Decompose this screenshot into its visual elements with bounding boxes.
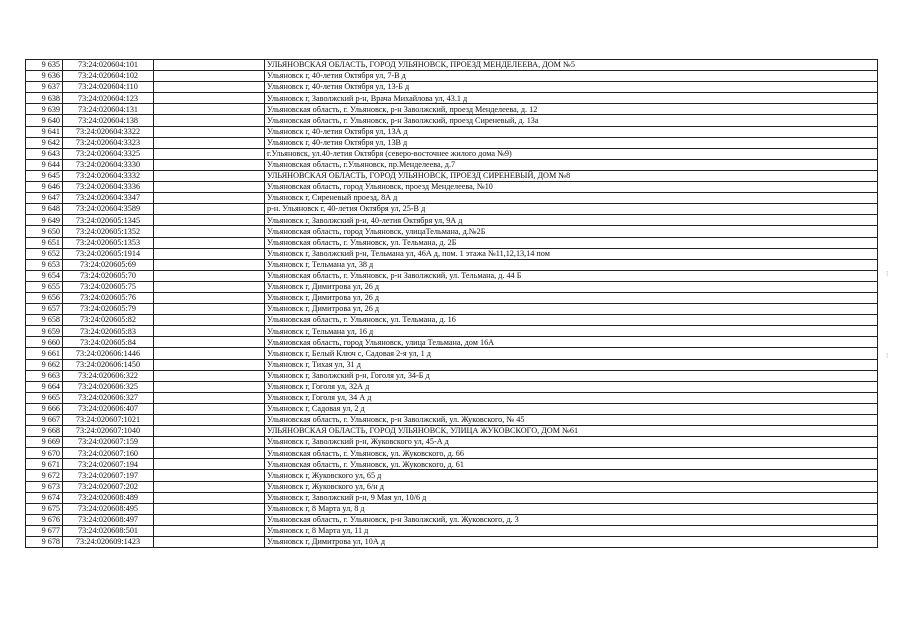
table-row	[26, 71, 878, 82]
address-cell: Ульяновск г, 40-летия Октября ул, 13-Б д	[265, 82, 878, 93]
table-row	[26, 304, 878, 315]
row-number-cell: 9 642	[26, 137, 63, 148]
cadastral-number-cell: 73:24:020606:407	[63, 403, 154, 414]
table-row	[26, 437, 878, 448]
address-cell: Ульяновская область, г. Ульяновск, ул. Тельмана, д. 16	[265, 315, 878, 326]
empty-cell	[154, 281, 265, 292]
row-number-cell: 9 677	[26, 525, 63, 536]
empty-cell	[154, 215, 265, 226]
row-number-cell: 9 645	[26, 170, 63, 181]
row-number-cell: 9 670	[26, 448, 63, 459]
row-number-cell: 9 655	[26, 281, 63, 292]
cadastral-number-cell: 73:24:020607:202	[63, 481, 154, 492]
empty-cell	[154, 126, 265, 137]
margin-scan-mark: ⁞	[886, 352, 889, 360]
cadastral-number-cell: 73:24:020604:131	[63, 104, 154, 115]
address-cell: Ульяновская область, город Ульяновск, улица Тельмана, дом 16А	[265, 337, 878, 348]
cadastral-number-cell: 73:24:020605:1345	[63, 215, 154, 226]
address-cell: УЛЬЯНОВСКАЯ ОБЛАСТЬ, ГОРОД УЛЬЯНОВСК, ПРОЕЗД СИРЕНЕВЫЙ, ДОМ №8	[265, 170, 878, 181]
row-number-cell: 9 673	[26, 481, 63, 492]
table-row	[26, 359, 878, 370]
empty-cell	[154, 270, 265, 281]
cadastral-number-cell: 73:24:020606:327	[63, 392, 154, 403]
address-cell: Ульяновск г, 8 Марта ул, 11 д	[265, 525, 878, 536]
empty-cell	[154, 525, 265, 536]
table-row	[26, 226, 878, 237]
address-cell: Ульяновск г, Заволжский р-н, Жуковского ул, 45-А д	[265, 437, 878, 448]
table-row	[26, 60, 878, 71]
address-cell: Ульяновск г, Тихая ул, 31 д	[265, 359, 878, 370]
cadastral-number-cell: 73:24:020604:138	[63, 115, 154, 126]
address-cell: Ульяновск г, Заволжский р-н, Гоголя ул, 34-Б д	[265, 370, 878, 381]
cadastral-number-cell: 73:24:020605:83	[63, 326, 154, 337]
empty-cell	[154, 437, 265, 448]
empty-cell	[154, 403, 265, 414]
table-row	[26, 281, 878, 292]
row-number-cell: 9 654	[26, 270, 63, 281]
empty-cell	[154, 370, 265, 381]
cadastral-number-cell: 73:24:020605:82	[63, 315, 154, 326]
address-cell: р-н. Ульяновск г, 40-летия Октября ул, 25-В д	[265, 204, 878, 215]
table-row	[26, 248, 878, 259]
empty-cell	[154, 60, 265, 71]
register-table-body	[26, 60, 878, 548]
address-cell: Ульяновская область, г. Ульяновск, р-н Заволжский, ул. Жуковского, д. 3	[265, 514, 878, 525]
table-row	[26, 537, 878, 548]
empty-cell	[154, 514, 265, 525]
empty-cell	[154, 182, 265, 193]
table-row	[26, 503, 878, 514]
empty-cell	[154, 204, 265, 215]
cadastral-number-cell: 73:24:020605:1914	[63, 248, 154, 259]
cadastral-number-cell: 73:24:020604:102	[63, 71, 154, 82]
row-number-cell: 9 644	[26, 159, 63, 170]
table-row	[26, 115, 878, 126]
empty-cell	[154, 415, 265, 426]
address-cell: Ульяновск г, Тельмана ул, 16 д	[265, 326, 878, 337]
table-row	[26, 93, 878, 104]
row-number-cell: 9 662	[26, 359, 63, 370]
table-row	[26, 82, 878, 93]
address-cell: Ульяновск г, Заволжский р-н, 40-летия Октября ул, 9А д	[265, 215, 878, 226]
table-row	[26, 459, 878, 470]
table-row	[26, 470, 878, 481]
cadastral-number-cell: 73:24:020604:3336	[63, 182, 154, 193]
table-row	[26, 315, 878, 326]
table-row	[26, 514, 878, 525]
row-number-cell: 9 675	[26, 503, 63, 514]
empty-cell	[154, 426, 265, 437]
cadastral-number-cell: 73:24:020609:1423	[63, 537, 154, 548]
address-cell: Ульяновская область, г. Ульяновск, р-н Заволжский, проезд Менделеева, д. 12	[265, 104, 878, 115]
row-number-cell: 9 651	[26, 237, 63, 248]
address-cell: Ульяновск г, 40-летия Октября ул, 13В д	[265, 137, 878, 148]
table-row	[26, 370, 878, 381]
empty-cell	[154, 537, 265, 548]
empty-cell	[154, 304, 265, 315]
table-row	[26, 193, 878, 204]
empty-cell	[154, 170, 265, 181]
row-number-cell: 9 659	[26, 326, 63, 337]
row-number-cell: 9 649	[26, 215, 63, 226]
cadastral-number-cell: 73:24:020605:70	[63, 270, 154, 281]
table-row	[26, 481, 878, 492]
cadastral-number-cell: 73:24:020605:69	[63, 259, 154, 270]
address-cell: Ульяновск г, Заволжский р-н, 9 Мая ул, 10/6 д	[265, 492, 878, 503]
table-row	[26, 292, 878, 303]
table-row	[26, 170, 878, 181]
address-cell: Ульяновск г, 8 Марта ул, 8 д	[265, 503, 878, 514]
address-cell: Ульяновская область, г. Ульяновск, р-н Заволжский, проезд Сиреневый, д. 13а	[265, 115, 878, 126]
empty-cell	[154, 193, 265, 204]
empty-cell	[154, 104, 265, 115]
table-row	[26, 448, 878, 459]
table-row	[26, 381, 878, 392]
row-number-cell: 9 647	[26, 193, 63, 204]
address-cell: Ульяновская область, город Ульяновск, улицаТельмана, д.№2Б	[265, 226, 878, 237]
address-cell: Ульяновск г, Димитрова ул, 26 д	[265, 281, 878, 292]
empty-cell	[154, 71, 265, 82]
address-cell: Ульяновск г, 40-летия Октября ул, 13А д	[265, 126, 878, 137]
empty-cell	[154, 315, 265, 326]
empty-cell	[154, 481, 265, 492]
row-number-cell: 9 638	[26, 93, 63, 104]
row-number-cell: 9 665	[26, 392, 63, 403]
table-row	[26, 337, 878, 348]
row-number-cell: 9 672	[26, 470, 63, 481]
address-cell: Ульяновская область, г. Ульяновск, ул. Жуковского, д. 66	[265, 448, 878, 459]
table-row	[26, 159, 878, 170]
empty-cell	[154, 337, 265, 348]
address-cell: УЛЬЯНОВСКАЯ ОБЛАСТЬ, ГОРОД УЛЬЯНОВСК, УЛИЦА ЖУКОВСКОГО, ДОМ №61	[265, 426, 878, 437]
empty-cell	[154, 148, 265, 159]
table-row	[26, 348, 878, 359]
row-number-cell: 9 676	[26, 514, 63, 525]
empty-cell	[154, 492, 265, 503]
row-number-cell: 9 652	[26, 248, 63, 259]
table-row	[26, 215, 878, 226]
cadastral-number-cell: 73:24:020606:1450	[63, 359, 154, 370]
row-number-cell: 9 666	[26, 403, 63, 414]
cadastral-number-cell: 73:24:020604:101	[63, 60, 154, 71]
table-row	[26, 204, 878, 215]
address-cell: Ульяновская область, г. Ульяновск, р-н Заволжский, ул. Тельмана, д. 44 Б	[265, 270, 878, 281]
table-row	[26, 326, 878, 337]
cadastral-number-cell: 73:24:020604:3323	[63, 137, 154, 148]
empty-cell	[154, 115, 265, 126]
cadastral-number-cell: 73:24:020608:495	[63, 503, 154, 514]
cadastral-number-cell: 73:24:020608:489	[63, 492, 154, 503]
table-row	[26, 137, 878, 148]
empty-cell	[154, 348, 265, 359]
empty-cell	[154, 137, 265, 148]
cadastral-number-cell: 73:24:020607:194	[63, 459, 154, 470]
cadastral-number-cell: 73:24:020604:3332	[63, 170, 154, 181]
cadastral-number-cell: 73:24:020606:325	[63, 381, 154, 392]
row-number-cell: 9 650	[26, 226, 63, 237]
row-number-cell: 9 661	[26, 348, 63, 359]
margin-scan-mark: ⁞	[886, 270, 889, 278]
table-row	[26, 182, 878, 193]
row-number-cell: 9 646	[26, 182, 63, 193]
address-cell: Ульяновск г, Димитрова ул, 10А д	[265, 537, 878, 548]
cadastral-number-cell: 73:24:020605:79	[63, 304, 154, 315]
address-cell: Ульяновск г, Жуковского ул, 6/н д	[265, 481, 878, 492]
empty-cell	[154, 226, 265, 237]
row-number-cell: 9 648	[26, 204, 63, 215]
cadastral-number-cell: 73:24:020607:1021	[63, 415, 154, 426]
address-cell: Ульяновск г, Жуковского ул, 65 д	[265, 470, 878, 481]
empty-cell	[154, 459, 265, 470]
cadastral-number-cell: 73:24:020605:76	[63, 292, 154, 303]
address-cell: Ульяновск г, Тельмана ул, 38 д	[265, 259, 878, 270]
cadastral-number-cell: 73:24:020608:501	[63, 525, 154, 536]
empty-cell	[154, 326, 265, 337]
address-cell: Ульяновск г, Белый Ключ с, Садовая 2-я ул, 1 д	[265, 348, 878, 359]
row-number-cell: 9 660	[26, 337, 63, 348]
table-row	[26, 270, 878, 281]
cadastral-number-cell: 73:24:020604:3330	[63, 159, 154, 170]
address-cell: Ульяновск г, 40-летия Октября ул, 7-В д	[265, 71, 878, 82]
row-number-cell: 9 656	[26, 292, 63, 303]
address-cell: Ульяновск г, Гоголя ул, 32А д	[265, 381, 878, 392]
row-number-cell: 9 641	[26, 126, 63, 137]
row-number-cell: 9 639	[26, 104, 63, 115]
row-number-cell: 9 653	[26, 259, 63, 270]
row-number-cell: 9 669	[26, 437, 63, 448]
address-cell: Ульяновская область, г. Ульяновск, р-н Заволжский, ул. Жуковского, № 45	[265, 415, 878, 426]
address-cell: Ульяновск г, Заволжский р-н, Врача Михайлова ул, 43.1 д	[265, 93, 878, 104]
cadastral-number-cell: 73:24:020607:1040	[63, 426, 154, 437]
address-cell: Ульяновская область, город Ульяновск, проезд Менделеева, №10	[265, 182, 878, 193]
table-row	[26, 492, 878, 503]
table-row	[26, 426, 878, 437]
table-row	[26, 403, 878, 414]
empty-cell	[154, 359, 265, 370]
table-row	[26, 259, 878, 270]
cadastral-number-cell: 73:24:020607:160	[63, 448, 154, 459]
address-cell: г.Ульяновск, ул.40-летия Октября (северо-восточнее жилого дома №9)	[265, 148, 878, 159]
empty-cell	[154, 237, 265, 248]
row-number-cell: 9 637	[26, 82, 63, 93]
address-cell: Ульяновск г, Димитрова ул, 26 д	[265, 292, 878, 303]
row-number-cell: 9 663	[26, 370, 63, 381]
address-cell: Ульяновск г, Сиреневый проезд, 8А д	[265, 193, 878, 204]
address-cell: Ульяновская область, г. Ульяновск, ул. Тельмана, д. 2Б	[265, 237, 878, 248]
table-row	[26, 392, 878, 403]
address-cell: Ульяновск г, Заволжский р-н, Тельмана ул, 46А д, пом. 1 этажа №11,12,13,14 пом	[265, 248, 878, 259]
empty-cell	[154, 503, 265, 514]
row-number-cell: 9 664	[26, 381, 63, 392]
cadastral-number-cell: 73:24:020605:84	[63, 337, 154, 348]
table-row	[26, 104, 878, 115]
address-cell: Ульяновск г, Димитрова ул, 26 д	[265, 304, 878, 315]
table-row	[26, 126, 878, 137]
address-cell: Ульяновск г, Садовая ул, 2 д	[265, 403, 878, 414]
register-table	[25, 59, 878, 548]
cadastral-number-cell: 73:24:020605:1353	[63, 237, 154, 248]
row-number-cell: 9 667	[26, 415, 63, 426]
empty-cell	[154, 470, 265, 481]
empty-cell	[154, 93, 265, 104]
row-number-cell: 9 678	[26, 537, 63, 548]
row-number-cell: 9 635	[26, 60, 63, 71]
cadastral-number-cell: 73:24:020604:123	[63, 93, 154, 104]
table-row	[26, 148, 878, 159]
cadastral-number-cell: 73:24:020606:322	[63, 370, 154, 381]
address-cell: Ульяновск г, Гоголя ул, 34 А д	[265, 392, 878, 403]
row-number-cell: 9 657	[26, 304, 63, 315]
cadastral-number-cell: 73:24:020605:75	[63, 281, 154, 292]
empty-cell	[154, 448, 265, 459]
empty-cell	[154, 159, 265, 170]
row-number-cell: 9 674	[26, 492, 63, 503]
empty-cell	[154, 392, 265, 403]
empty-cell	[154, 82, 265, 93]
empty-cell	[154, 248, 265, 259]
cadastral-number-cell: 73:24:020604:3325	[63, 148, 154, 159]
address-cell: Ульяновская область, г.Ульяновск, пр.Менделеева, д.7	[265, 159, 878, 170]
cadastral-number-cell: 73:24:020604:110	[63, 82, 154, 93]
cadastral-number-cell: 73:24:020607:197	[63, 470, 154, 481]
table-row	[26, 525, 878, 536]
row-number-cell: 9 658	[26, 315, 63, 326]
cadastral-number-cell: 73:24:020607:159	[63, 437, 154, 448]
empty-cell	[154, 292, 265, 303]
row-number-cell: 9 668	[26, 426, 63, 437]
cadastral-number-cell: 73:24:020604:3347	[63, 193, 154, 204]
row-number-cell: 9 671	[26, 459, 63, 470]
cadastral-number-cell: 73:24:020608:497	[63, 514, 154, 525]
cadastral-number-cell: 73:24:020604:3322	[63, 126, 154, 137]
empty-cell	[154, 381, 265, 392]
cadastral-number-cell: 73:24:020604:3589	[63, 204, 154, 215]
row-number-cell: 9 636	[26, 71, 63, 82]
table-row	[26, 415, 878, 426]
row-number-cell: 9 640	[26, 115, 63, 126]
cadastral-number-cell: 73:24:020605:1352	[63, 226, 154, 237]
cadastral-number-cell: 73:24:020606:1446	[63, 348, 154, 359]
empty-cell	[154, 259, 265, 270]
address-cell: УЛЬЯНОВСКАЯ ОБЛАСТЬ, ГОРОД УЛЬЯНОВСК, ПРОЕЗД МЕНДЕЛЕЕВА, ДОМ №5	[265, 60, 878, 71]
address-cell: Ульяновская область, г. Ульяновск, ул. Жуковского, д. 61	[265, 459, 878, 470]
table-row	[26, 237, 878, 248]
row-number-cell: 9 643	[26, 148, 63, 159]
